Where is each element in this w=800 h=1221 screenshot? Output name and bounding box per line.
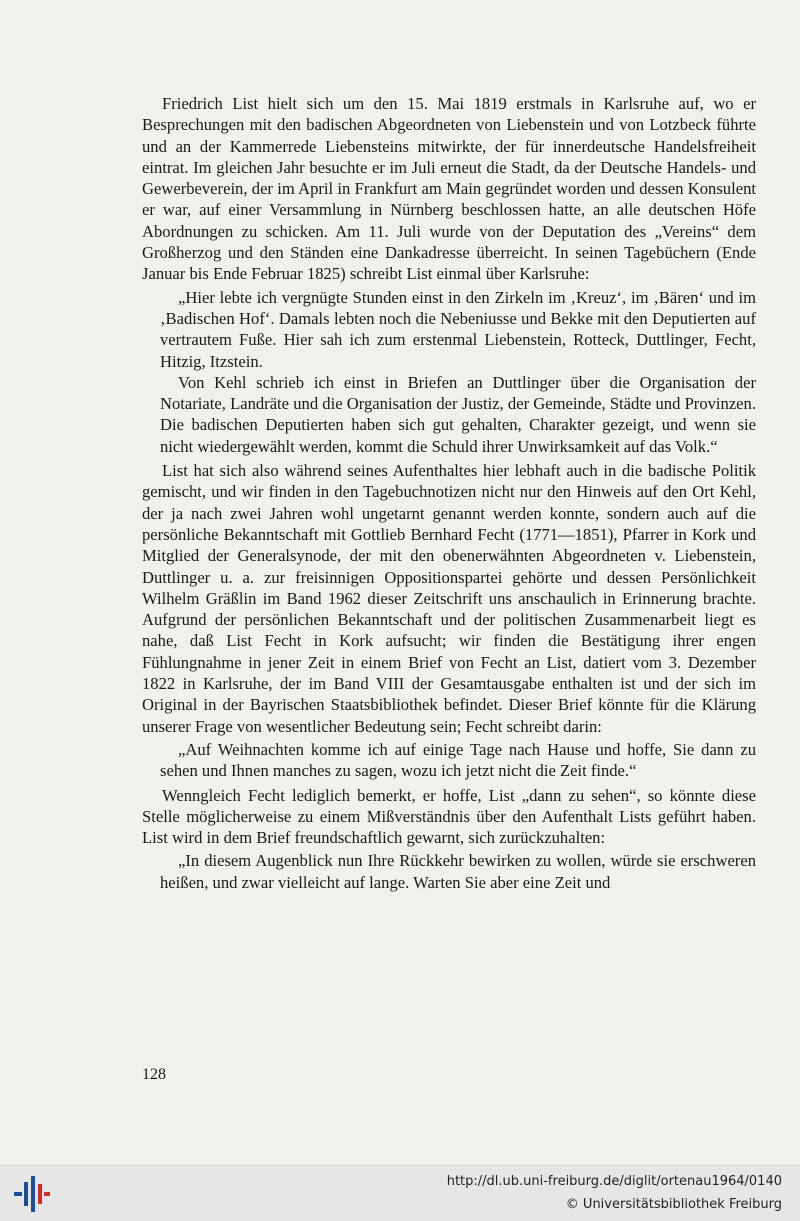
quote-3: „Auf Weihnachten komme ich auf einige Tage nach Hause und hoffe, Sie dann zu sehen und Ihnen manches zu sagen, wozu ich jetzt nicht die Zeit finde.“ <box>160 739 756 781</box>
permalink-url[interactable]: http://dl.ub.uni-freiburg.de/diglit/ortenau1964/0140 <box>446 1174 782 1189</box>
paragraph-2: List hat sich also während seines Aufenthaltes hier lebhaft auch in die badische Politik gemischt, und wir finden in den Tagebuchnotizen nicht nur den Hinweis auf den Ort Kehl, der ja nach zwei Jahren wohl ungetarnt genannt werden konnte, sondern auch auf die persönliche Bekanntschaft mit Gottlieb Bernhard Fecht (1771—1851), Pfarrer in Kork und Mitglied der Generalsynode, der mit den obenerwähnten Abgeordneten v. Liebenstein, Duttlinger u. a. zur freisinnigen Oppositionspartei gehörte und dessen Persönlichkeit Wilhelm Gräßlin im Band 1962 dieser Zeitschrift uns anschaulich in Erinnerung brachte. Aufgrund der persönlichen Bekanntschaft und der politischen Zusammenarbeit liegt es nahe, daß List Fecht in Kork aufsucht; wir finden die Bestätigung ihrer engen Fühlungnahme in jener Zeit in einem Brief von Fecht an List, datiert vom 3. Dezember 1822 in Karlsruhe, der im Band VIII der Gesamtausgabe enthalten ist und der sich im Original in der Bayrischen Staatsbibliothek befindet. Dieser Brief könnte für die Klärung unserer Frage von wesentlicher Bedeutung sein; Fecht schreibt darin: <box>142 461 756 736</box>
paragraph-3: Wenngleich Fecht lediglich bemerkt, er hoffe, List „dann zu sehen“, so könnte diese Stelle möglicherweise zu einem Mißverständnis über den Aufenthalt Lists geführt haben. List wird in dem Brief freundschaftlich gewarnt, sich zurückzuhalten: <box>142 785 756 848</box>
paragraph-1: Friedrich List hielt sich um den 15. Mai 1819 erstmals in Karlsruhe auf, wo er Besprechungen mit den badischen Abgeordneten von Liebenstein und von Lotzbeck führte und an der Kammerrede Liebensteins mitwirkte, der für innerdeutsche Handelsfreiheit eintrat. Im gleichen Jahr besuchte er im Juli erneut die Stadt, da der Deutsche Handels- und Gewerbeverein, der im April in Frankfurt am Main gegründet worden und dessen Konsulent er war, auf einer Versammlung in Nürnberg beschlossen hatte, an alle deutschen Höfe Abordnungen zu schicken. Am 11. Juli wurde von der Deputation des „Vereins“ dem Großherzog und den Ständen eine Dankadresse überreicht. In seinen Tagebüchern (Ende Januar bis Ende Februar 1825) schreibt List einmal über Karlsruhe: <box>142 94 756 284</box>
page-number: 128 <box>142 1066 166 1083</box>
quote-1: „Hier lebte ich vergnügte Stunden einst in den Zirkeln im ‚Kreuz‘, im ‚Bären‘ und im ‚Badischen Hof‘. Damals lebten noch die Nebeniusse und Bekke mit den Deputierten auf vertrautem Fuße. Hier sah ich zum erstenmal Liebenstein, Rotteck, Duttlinger, Fecht, Hitzig, Itzstein. <box>160 287 756 371</box>
body-text <box>142 93 756 893</box>
viewer-footer <box>0 1165 800 1221</box>
quote-4: „In diesem Augenblick nun Ihre Rückkehr bewirken zu wollen, würde sie erschweren heißen, und zwar vielleicht auf lange. Warten Sie aber eine Zeit und <box>160 851 756 892</box>
ub-freiburg-logo-icon <box>10 1174 52 1214</box>
copyright-notice: © Universitätsbibliothek Freiburg <box>565 1197 782 1212</box>
quote-2: Von Kehl schrieb ich einst in Briefen an Duttlinger über die Organisation der Notariate, Landräte und die Organisation der Justiz, der Gemeinde, Städte und Provinzen. Die badischen Deputierten haben sich gut gehalten, Charakter gezeigt, und wenn sie nicht wiedergewählt werden, kommt die Schuld ihrer Unwirksamkeit auf das Volk.“ <box>160 372 756 456</box>
